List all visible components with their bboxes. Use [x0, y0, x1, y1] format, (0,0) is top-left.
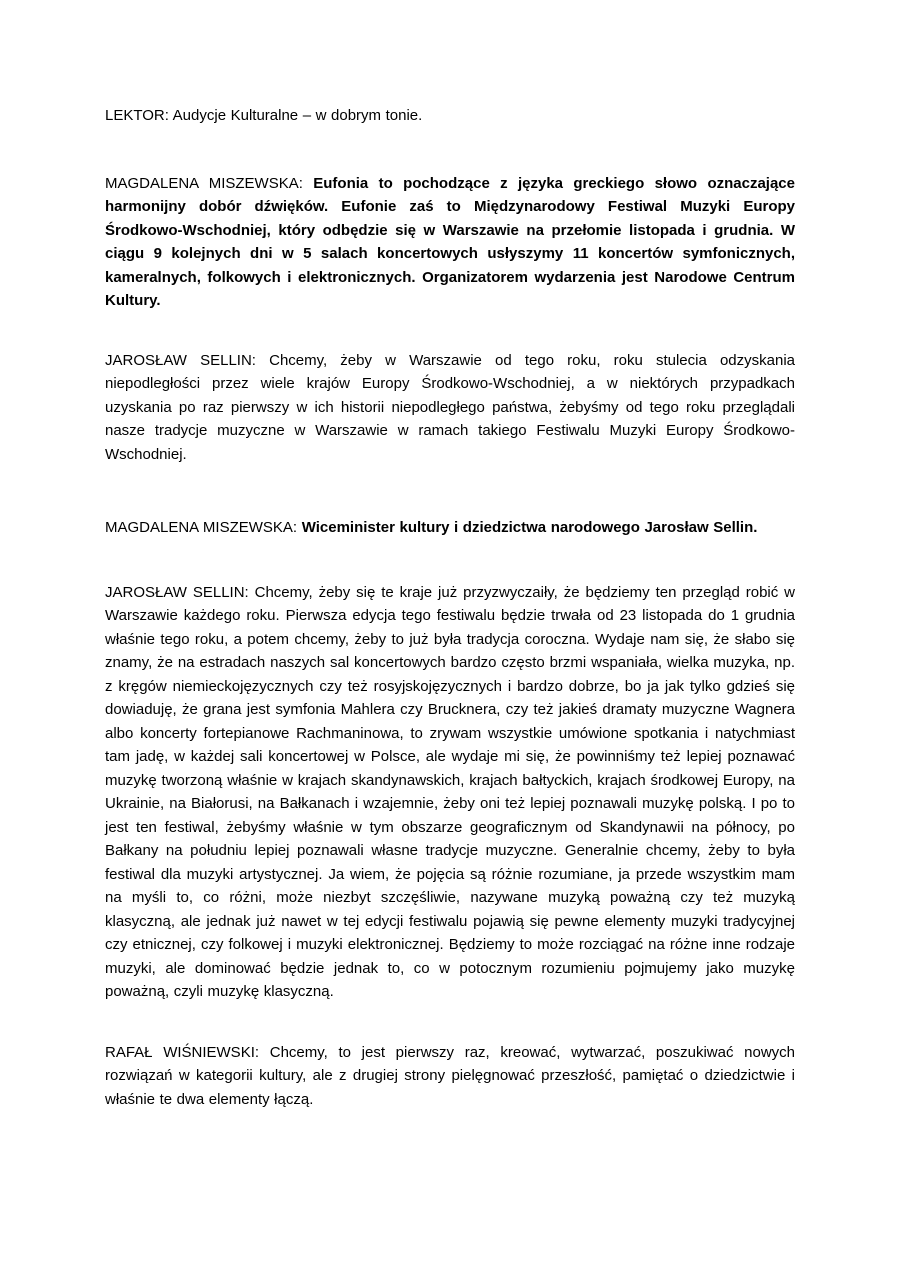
speaker-name: RAFAŁ WIŚNIEWSKI: — [105, 1043, 260, 1061]
speech-text: Eufonia to pochodzące z języka greckiego słowo oznaczające harmonijny dobór dźwięków. Eufonie zaś to Międzynarodowy Festiwal Muzyki Europy Środkowo-Wschodniej, który odbędzie się w Warszawie na przełomie listopada i grudnia. W ciągu 9 kolejnych dni w 5 salach koncertowych usłyszymy 11 koncertów symfonicznych, kameralnych, folkowych i elektronicznych. Organizatorem wydarzenia jest Narodowe Centrum Kultury. — [105, 174, 795, 309]
transcript-paragraph — [105, 349, 795, 467]
speaker-name: MAGDALENA MISZEWSKA: — [105, 519, 298, 536]
speech-text: Chcemy, żeby w Warszawie od tego roku, roku stulecia odzyskania niepodległości przez wiele krajów Europy Środkowo-Wschodniej, a w niektórych przypadkach uzyskania po raz pierwszy w ich historii niepodległego państwa, żebyśmy od tego roku przeglądali nasze tradycje muzyczne w Warszawie w ramach takiego Festiwalu Muzyki Europy Środkowo-Wschodniej. — [105, 351, 795, 463]
speech-text: Wiceminister kultury i dziedzictwa narodowego Jarosław Sellin. — [301, 519, 758, 536]
speaker-name: LEKTOR: — [105, 107, 169, 124]
transcript-paragraph — [105, 1041, 795, 1112]
speech-text: Audycje Kulturalne – w dobrym tonie. — [172, 107, 423, 124]
speaker-name: JAROSŁAW SELLIN: — [105, 583, 249, 601]
speaker-name: JAROSŁAW SELLIN: — [105, 351, 256, 369]
transcript-paragraph — [105, 104, 795, 128]
speaker-name: MAGDALENA MISZEWSKA: — [105, 174, 303, 192]
speech-text: Chcemy, to jest pierwszy raz, kreować, wytwarzać, poszukiwać nowych rozwiązań w kategorii kultury, ale z drugiej strony pielęgnować przeszłość, pamiętać o dziedzictwie i właśnie te dwa elementy łączą. — [105, 1043, 795, 1108]
transcript-content — [105, 104, 795, 1111]
transcript-paragraph — [105, 172, 795, 313]
transcript-paragraph — [105, 581, 795, 1004]
transcript-paragraph — [105, 516, 795, 540]
speech-text: Chcemy, żeby się te kraje już przyzwyczaiły, że będziemy ten przegląd robić w Warszawie każdego roku. Pierwsza edycja tego festiwalu będzie trwała od 23 listopada do 1 grudnia właśnie tego roku, a potem chcemy, żeby to już była tradycja coroczna. Wydaje nam się, że słabo się znamy, że na estradach naszych sal koncertowych bardzo często brzmi wspaniała, wielka muzyka, np. z kręgów niemieckojęzycznych czy też rosyjskojęzycznych i bardzo dobrze, bo ja jak tylko gdzieś się dowiaduję, że grana jest symfonia Mahlera czy Brucknera, czy też jakieś dramaty muzyczne Wagnera albo koncerty fortepianowe Rachmaninowa, to zrywam wszystkie umówione spotkania i natychmiast tam jadę, w każdej sali koncertowej w Polsce, ale wydaje mi się, że powinniśmy też lepiej poznawać muzykę tworzoną właśnie w krajach skandynawskich, krajach bałtyckich, krajach środkowej Europy, na Ukrainie, na Białorusi, na Bałkanach i wzajemnie, żeby oni też lepiej poznawali muzykę polską. I po to jest ten festiwal, żebyśmy właśnie w tym obszarze geograficznym od Skandynawii na północy, po Bałkany na południu lepiej poznawali własne tradycje muzyczne. Generalnie chcemy, żeby to była festiwal dla muzyki artystycznej. Ja wiem, że pojęcia są różnie rozumiane, ja przede wszystkim mam na myśli to, co różni, może niezbyt szczęśliwie, nazywane muzyką poważną czy też muzyką klasyczną, ale jednak już nawet w tej edycji festiwalu pojawią się pewne elementy muzyki tradycyjnej czy etnicznej, czy folkowej i muzyki elektronicznej. Będziemy to może rozciągać na różne inne rodzaje muzyki, ale dominować będzie jednak to, co w potocznym rozumieniu pojmujemy jako muzykę poważną, czyli muzykę klasyczną. — [105, 583, 795, 1000]
